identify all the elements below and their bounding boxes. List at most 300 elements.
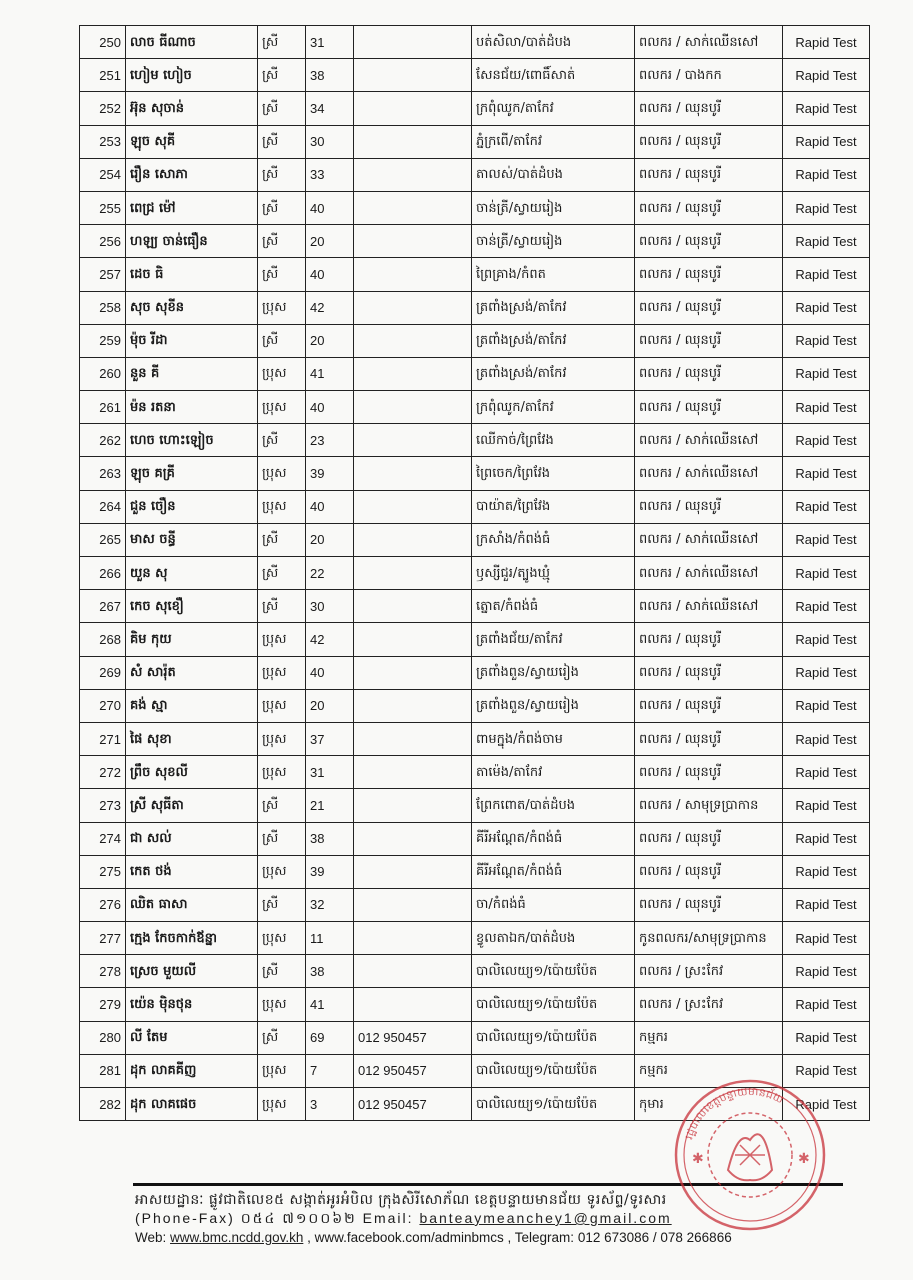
- age-cell: 40: [306, 490, 354, 523]
- table-row: [80, 656, 870, 689]
- test-type-cell: Rapid Test: [783, 756, 870, 789]
- occupation-location-cell: ពលករ / ឈុនបូរី: [635, 756, 783, 789]
- age-cell: 40: [306, 258, 354, 291]
- person-name-cell: យ៉េន ម៉ិនថុន: [126, 988, 258, 1021]
- age-cell: 38: [306, 822, 354, 855]
- age-cell: 20: [306, 689, 354, 722]
- occupation-location-cell: ពលករ / ឈុនបូរី: [635, 391, 783, 424]
- test-type-cell: Rapid Test: [783, 623, 870, 656]
- phone-number-cell: [354, 988, 472, 1021]
- home-address-cell: ពាមក្នុង/កំពង់ចាម: [472, 722, 635, 755]
- phone-number-cell: [354, 789, 472, 822]
- age-cell: 39: [306, 457, 354, 490]
- test-type-cell: Rapid Test: [783, 457, 870, 490]
- sex-cell: ស្រី: [258, 557, 306, 590]
- table-row: [80, 490, 870, 523]
- age-cell: 21: [306, 789, 354, 822]
- sex-cell: ប្រុស: [258, 855, 306, 888]
- table-row: [80, 158, 870, 191]
- home-address-cell: ចាន់ត្រី/ស្វាយរៀង: [472, 191, 635, 224]
- home-address-cell: បាលិលេយ្យ១/ប៉ោយប៉ែត: [472, 1021, 635, 1054]
- phone-number-cell: [354, 756, 472, 789]
- phone-number-cell: [354, 822, 472, 855]
- age-cell: 23: [306, 424, 354, 457]
- person-name-cell: មាស ចន្ធី: [126, 523, 258, 556]
- home-address-cell: បាលិលេយ្យ១/ប៉ោយប៉ែត: [472, 1088, 635, 1121]
- home-address-cell: ព្រៃគ្រាង/កំពត: [472, 258, 635, 291]
- occupation-location-cell: ពលករ / ឈុនបូរី: [635, 888, 783, 921]
- home-address-cell: ចាន់ត្រី/ស្វាយរៀង: [472, 225, 635, 258]
- table-row: [80, 457, 870, 490]
- table-row: [80, 557, 870, 590]
- person-name-cell: គង់ ស្មា: [126, 689, 258, 722]
- age-cell: 34: [306, 92, 354, 125]
- age-cell: 38: [306, 955, 354, 988]
- phone-number-cell: 012 950457: [354, 1088, 472, 1121]
- age-cell: 41: [306, 357, 354, 390]
- seal-star-icon: ✱: [798, 1151, 810, 1167]
- table-row: [80, 855, 870, 888]
- telegram-value: 012 673086 / 078 266866: [577, 1230, 732, 1245]
- sex-cell: ស្រី: [258, 92, 306, 125]
- person-name-cell: កេច សុខឿ: [126, 590, 258, 623]
- home-address-cell: បត់សិលា/បាត់ដំបង: [472, 26, 635, 59]
- phone-number-cell: [354, 922, 472, 955]
- table-row: [80, 225, 870, 258]
- row-number-cell: 261: [80, 391, 126, 424]
- occupation-location-cell: ពលករ / សាក់ឈើនសៅ: [635, 590, 783, 623]
- phone-number-cell: [354, 291, 472, 324]
- phone-number-cell: [354, 125, 472, 158]
- row-number-cell: 282: [80, 1088, 126, 1121]
- sex-cell: ស្រី: [258, 258, 306, 291]
- person-name-cell: ដុក លាគផេច: [126, 1088, 258, 1121]
- table-row: [80, 1021, 870, 1054]
- phone-number-cell: [354, 457, 472, 490]
- person-name-cell: យួន សុ: [126, 557, 258, 590]
- sex-cell: ស្រី: [258, 225, 306, 258]
- age-cell: 40: [306, 656, 354, 689]
- table-row: [80, 424, 870, 457]
- seal-emblem-icon: [728, 1134, 772, 1180]
- row-number-cell: 262: [80, 424, 126, 457]
- row-number-cell: 268: [80, 623, 126, 656]
- web-label: Web:: [135, 1230, 167, 1245]
- phone-number-cell: [354, 490, 472, 523]
- sex-cell: ប្រុស: [258, 988, 306, 1021]
- age-cell: 42: [306, 623, 354, 656]
- sex-cell: ស្រី: [258, 955, 306, 988]
- test-type-cell: Rapid Test: [783, 822, 870, 855]
- occupation-location-cell: ពលករ / ឈុនបូរី: [635, 258, 783, 291]
- test-type-cell: Rapid Test: [783, 557, 870, 590]
- row-number-cell: 269: [80, 656, 126, 689]
- person-name-cell: លី តែម: [126, 1021, 258, 1054]
- row-number-cell: 255: [80, 191, 126, 224]
- sex-cell: ប្រុស: [258, 656, 306, 689]
- person-name-cell: ហឡ្យ ចាន់ធឿន: [126, 225, 258, 258]
- age-cell: 20: [306, 324, 354, 357]
- sex-cell: ស្រី: [258, 26, 306, 59]
- phone-number-cell: [354, 357, 472, 390]
- table-row: [80, 922, 870, 955]
- table-row: [80, 59, 870, 92]
- person-name-cell: អ៊ុន សុចាន់: [126, 92, 258, 125]
- age-cell: 40: [306, 391, 354, 424]
- person-name-cell: ឡុច គគ្រី: [126, 457, 258, 490]
- footer-web: [135, 1230, 855, 1245]
- phone-number-cell: [354, 424, 472, 457]
- person-name-cell: ហៀម ហៀច: [126, 59, 258, 92]
- table-row: [80, 955, 870, 988]
- age-cell: 20: [306, 225, 354, 258]
- row-number-cell: 271: [80, 722, 126, 755]
- test-type-cell: Rapid Test: [783, 523, 870, 556]
- person-name-cell: ម៉ុច រីដា: [126, 324, 258, 357]
- occupation-location-cell: ពលករ / ឈុនបូរី: [635, 855, 783, 888]
- sex-cell: ស្រី: [258, 1021, 306, 1054]
- age-cell: 69: [306, 1021, 354, 1054]
- occupation-location-cell: ពលករ / សាមុទ្រប្រាកាន: [635, 789, 783, 822]
- sex-cell: ប្រុស: [258, 756, 306, 789]
- phone-number-cell: [354, 888, 472, 921]
- age-cell: 41: [306, 988, 354, 1021]
- occupation-location-cell: ពលករ / ឈុនបូរី: [635, 722, 783, 755]
- test-type-cell: Rapid Test: [783, 125, 870, 158]
- test-type-cell: Rapid Test: [783, 855, 870, 888]
- person-name-cell: លាច ធីណាច: [126, 26, 258, 59]
- occupation-location-cell: ពលករ / ឈុនបូរី: [635, 689, 783, 722]
- row-number-cell: 252: [80, 92, 126, 125]
- test-type-cell: Rapid Test: [783, 922, 870, 955]
- home-address-cell: ព្រៃចេក/ព្រៃវែង: [472, 457, 635, 490]
- person-name-cell: កេត ថង់: [126, 855, 258, 888]
- sex-cell: ប្រុស: [258, 689, 306, 722]
- table-row: [80, 722, 870, 755]
- website-link[interactable]: www.bmc.ncdd.gov.kh: [170, 1230, 304, 1245]
- phone-number-cell: [354, 225, 472, 258]
- person-name-cell: ដេច ធិ: [126, 258, 258, 291]
- age-cell: 30: [306, 125, 354, 158]
- sex-cell: ប្រុស: [258, 490, 306, 523]
- table-row: [80, 689, 870, 722]
- footer-contact: [135, 1209, 855, 1230]
- occupation-location-cell: ពលករ / សាក់ឈើនសៅ: [635, 457, 783, 490]
- person-name-cell: ឈិត ធាសា: [126, 888, 258, 921]
- test-type-cell: Rapid Test: [783, 225, 870, 258]
- test-type-cell: Rapid Test: [783, 357, 870, 390]
- test-type-cell: Rapid Test: [783, 291, 870, 324]
- occupation-location-cell: ពលករ / ឈុនបូរី: [635, 291, 783, 324]
- phone-number-cell: [354, 623, 472, 656]
- age-cell: 37: [306, 722, 354, 755]
- occupation-location-cell: ពលករ / បាងកក: [635, 59, 783, 92]
- row-number-cell: 263: [80, 457, 126, 490]
- home-address-cell: ព្រែកពោត/បាត់ដំបង: [472, 789, 635, 822]
- person-name-cell: ស្រី សុធីតា: [126, 789, 258, 822]
- occupation-location-cell: កុមារ: [635, 1088, 783, 1121]
- person-name-cell: ព្រឹច សុខលី: [126, 756, 258, 789]
- table-row: [80, 92, 870, 125]
- test-type-cell: Rapid Test: [783, 391, 870, 424]
- age-cell: 11: [306, 922, 354, 955]
- sex-cell: ស្រី: [258, 324, 306, 357]
- occupation-location-cell: កម្មករ: [635, 1054, 783, 1087]
- age-cell: 31: [306, 756, 354, 789]
- separator: ,: [507, 1230, 512, 1245]
- person-name-cell: ជា សល់: [126, 822, 258, 855]
- row-number-cell: 277: [80, 922, 126, 955]
- home-address-cell: គីរីអណ្តែត/កំពង់ធំ: [472, 855, 635, 888]
- home-address-cell: ត្រពាំងស្រង់/តាកែវ: [472, 324, 635, 357]
- table-row: [80, 26, 870, 59]
- age-cell: 33: [306, 158, 354, 191]
- test-type-cell: Rapid Test: [783, 59, 870, 92]
- test-type-cell: Rapid Test: [783, 92, 870, 125]
- person-name-cell: ក្មេង កែចកាក់ឪន្នា: [126, 922, 258, 955]
- seal-text: រដ្ឋបាលខេត្តបន្ទាយមានជ័យ: [682, 1084, 786, 1141]
- roster-body: [80, 26, 870, 1121]
- occupation-location-cell: ពលករ / ឈុនបូរី: [635, 158, 783, 191]
- home-address-cell: ភ្នំក្រពើ/តាកែវ: [472, 125, 635, 158]
- table-row: [80, 888, 870, 921]
- table-row: [80, 1088, 870, 1121]
- phone-number-cell: 012 950457: [354, 1021, 472, 1054]
- phone-number-cell: [354, 258, 472, 291]
- home-address-cell: ត្រពាំងស្រង់/តាកែវ: [472, 291, 635, 324]
- sex-cell: ស្រី: [258, 158, 306, 191]
- person-name-cell: ដុក លាគគីញ: [126, 1054, 258, 1087]
- sex-cell: ប្រុស: [258, 1088, 306, 1121]
- table-row: [80, 391, 870, 424]
- row-number-cell: 270: [80, 689, 126, 722]
- age-cell: 3: [306, 1088, 354, 1121]
- table-row: [80, 822, 870, 855]
- phone-number-cell: [354, 158, 472, 191]
- row-number-cell: 278: [80, 955, 126, 988]
- footer-address: [135, 1190, 855, 1211]
- home-address-cell: បាលិលេយ្យ១/ប៉ោយប៉ែត: [472, 988, 635, 1021]
- test-type-cell: Rapid Test: [783, 955, 870, 988]
- occupation-location-cell: ពលករ / ឈុនបូរី: [635, 623, 783, 656]
- person-name-cell: សុច សុខីន: [126, 291, 258, 324]
- sex-cell: ប្រុស: [258, 623, 306, 656]
- occupation-location-cell: ពលករ / ស្រះកែវ: [635, 988, 783, 1021]
- age-cell: 40: [306, 191, 354, 224]
- row-number-cell: 279: [80, 988, 126, 1021]
- table-row: [80, 756, 870, 789]
- row-number-cell: 256: [80, 225, 126, 258]
- seal-emblem-detail: [735, 1145, 765, 1165]
- sex-cell: ស្រី: [258, 125, 306, 158]
- person-name-cell: ឡុច សុគី: [126, 125, 258, 158]
- test-type-cell: Rapid Test: [783, 1088, 870, 1121]
- telegram-label: Telegram:: [514, 1230, 575, 1245]
- occupation-location-cell: ពលករ / ឈុនបូរី: [635, 125, 783, 158]
- occupation-location-cell: ពលករ / ឈុនបូរី: [635, 92, 783, 125]
- sex-cell: ប្រុស: [258, 922, 306, 955]
- age-cell: 20: [306, 523, 354, 556]
- occupation-location-cell: ពលករ / ឈុនបូរី: [635, 822, 783, 855]
- sex-cell: ប្រុស: [258, 457, 306, 490]
- sex-cell: ប្រុស: [258, 357, 306, 390]
- row-number-cell: 281: [80, 1054, 126, 1087]
- home-address-cell: ក្រពុំឈូក/តាកែវ: [472, 92, 635, 125]
- test-type-cell: Rapid Test: [783, 1021, 870, 1054]
- test-type-cell: Rapid Test: [783, 789, 870, 822]
- table-row: [80, 590, 870, 623]
- email-link[interactable]: banteaymeanchey1@gmail.com: [419, 1210, 672, 1226]
- sex-cell: ស្រី: [258, 523, 306, 556]
- person-name-cell: ម៉ន រតនា: [126, 391, 258, 424]
- home-address-cell: ឫស្សីជួរ/ត្បូងឃ្មុំ: [472, 557, 635, 590]
- sex-cell: ប្រុស: [258, 722, 306, 755]
- phone-number-cell: [354, 590, 472, 623]
- sex-cell: ស្រី: [258, 888, 306, 921]
- row-number-cell: 280: [80, 1021, 126, 1054]
- test-type-cell: Rapid Test: [783, 424, 870, 457]
- home-address-cell: ត្រពាំងស្រង់/តាកែវ: [472, 357, 635, 390]
- sex-cell: ស្រី: [258, 822, 306, 855]
- home-address-cell: ក្រសាំង/កំពង់ធំ: [472, 523, 635, 556]
- roster-table: [79, 25, 870, 1121]
- table-row: [80, 357, 870, 390]
- age-cell: 7: [306, 1054, 354, 1087]
- age-cell: 22: [306, 557, 354, 590]
- row-number-cell: 273: [80, 789, 126, 822]
- row-number-cell: 251: [80, 59, 126, 92]
- row-number-cell: 265: [80, 523, 126, 556]
- test-type-cell: Rapid Test: [783, 590, 870, 623]
- phone-number-cell: [354, 955, 472, 988]
- home-address-cell: តាម៉េង/តាកែវ: [472, 756, 635, 789]
- age-cell: 30: [306, 590, 354, 623]
- phone-number-cell: [354, 722, 472, 755]
- test-type-cell: Rapid Test: [783, 689, 870, 722]
- person-name-cell: រឿន សោភា: [126, 158, 258, 191]
- phone-number-cell: [354, 391, 472, 424]
- table-row: [80, 523, 870, 556]
- occupation-location-cell: ពលករ / ឈុនបូរី: [635, 357, 783, 390]
- row-number-cell: 254: [80, 158, 126, 191]
- phone-number-cell: [354, 656, 472, 689]
- phone-number-cell: [354, 59, 472, 92]
- home-address-cell: ត្រពាំងពួន/ស្វាយរៀង: [472, 656, 635, 689]
- table-row: [80, 988, 870, 1021]
- row-number-cell: 267: [80, 590, 126, 623]
- separator: ,: [307, 1230, 311, 1245]
- occupation-location-cell: កូនពលករ/សាមុទ្រប្រាកាន: [635, 922, 783, 955]
- row-number-cell: 253: [80, 125, 126, 158]
- occupation-location-cell: ពលករ / ឈុនបូរី: [635, 191, 783, 224]
- person-name-cell: ផៃ សុខា: [126, 722, 258, 755]
- occupation-location-cell: ពលករ / សាក់ឈើនសៅ: [635, 523, 783, 556]
- row-number-cell: 266: [80, 557, 126, 590]
- occupation-location-cell: ពលករ / ឈុនបូរី: [635, 225, 783, 258]
- home-address-cell: គីរីអណ្តែត/កំពង់ធំ: [472, 822, 635, 855]
- sex-cell: ស្រី: [258, 590, 306, 623]
- home-address-cell: ត្រពាំងពួន/ស្វាយរៀង: [472, 689, 635, 722]
- test-type-cell: Rapid Test: [783, 1054, 870, 1087]
- home-address-cell: ក្រពុំឈូក/តាកែវ: [472, 391, 635, 424]
- home-address-cell: បាលិលេយ្យ១/ប៉ោយប៉ែត: [472, 955, 635, 988]
- occupation-location-cell: ពលករ / សាក់ឈើនសៅ: [635, 424, 783, 457]
- home-address-cell: ខ្វូលតាឯក/បាត់ដំបង: [472, 922, 635, 955]
- test-type-cell: Rapid Test: [783, 324, 870, 357]
- test-type-cell: Rapid Test: [783, 490, 870, 523]
- age-cell: 31: [306, 26, 354, 59]
- age-cell: 38: [306, 59, 354, 92]
- row-number-cell: 259: [80, 324, 126, 357]
- phone-number-cell: 012 950457: [354, 1054, 472, 1087]
- phone-fax-label: (Phone-Fax): [135, 1210, 235, 1226]
- person-name-cell: គិម កុយ: [126, 623, 258, 656]
- test-type-cell: Rapid Test: [783, 26, 870, 59]
- facebook-link[interactable]: www.facebook.com/adminbmcs: [314, 1230, 504, 1245]
- home-address-cell: ចា/កំពង់ធំ: [472, 888, 635, 921]
- phone-number-cell: [354, 523, 472, 556]
- table-row: [80, 258, 870, 291]
- test-type-cell: Rapid Test: [783, 656, 870, 689]
- table-row: [80, 191, 870, 224]
- phone-fax-value: ០៥៤ ៧១០០៦២: [240, 1210, 357, 1226]
- person-name-cell: សំ សារ៉ុត: [126, 656, 258, 689]
- row-number-cell: 257: [80, 258, 126, 291]
- occupation-location-cell: ពលករ / សាក់ឈើនសៅ: [635, 557, 783, 590]
- home-address-cell: បាយ៉ាត/ព្រៃវែង: [472, 490, 635, 523]
- person-name-cell: ហេច ហោះឡៀច: [126, 424, 258, 457]
- test-type-cell: Rapid Test: [783, 722, 870, 755]
- phone-number-cell: [354, 324, 472, 357]
- occupation-location-cell: ពលករ / ឈុនបូរី: [635, 656, 783, 689]
- occupation-location-cell: ពលករ / ឈុនបូរី: [635, 490, 783, 523]
- home-address-cell: ត្រពាំងជ័យ/តាកែវ: [472, 623, 635, 656]
- test-type-cell: Rapid Test: [783, 258, 870, 291]
- phone-number-cell: [354, 92, 472, 125]
- home-address-cell: តាលស់/បាត់ដំបង: [472, 158, 635, 191]
- table-row: [80, 324, 870, 357]
- row-number-cell: 260: [80, 357, 126, 390]
- sex-cell: ស្រី: [258, 191, 306, 224]
- person-name-cell: នួន គី: [126, 357, 258, 390]
- phone-number-cell: [354, 689, 472, 722]
- occupation-location-cell: ពលករ / ស្រះកែវ: [635, 955, 783, 988]
- home-address-cell: ឈើកាច់/ព្រៃវែង: [472, 424, 635, 457]
- sex-cell: ស្រី: [258, 789, 306, 822]
- test-type-cell: Rapid Test: [783, 888, 870, 921]
- table-row: [80, 125, 870, 158]
- home-address-cell: បាលិលេយ្យ១/ប៉ោយប៉ែត: [472, 1054, 635, 1087]
- age-cell: 42: [306, 291, 354, 324]
- phone-number-cell: [354, 26, 472, 59]
- phone-number-cell: [354, 855, 472, 888]
- occupation-location-cell: ពលករ / ឈុនបូរី: [635, 324, 783, 357]
- test-type-cell: Rapid Test: [783, 158, 870, 191]
- person-name-cell: ជួន ចឿន: [126, 490, 258, 523]
- footer-divider: [133, 1183, 843, 1186]
- table-row: [80, 789, 870, 822]
- table-row: [80, 1054, 870, 1087]
- row-number-cell: 250: [80, 26, 126, 59]
- sex-cell: ស្រី: [258, 59, 306, 92]
- seal-star-icon: ✱: [692, 1151, 704, 1167]
- email-label: Email:: [362, 1210, 414, 1226]
- occupation-location-cell: កម្មករ: [635, 1021, 783, 1054]
- age-cell: 39: [306, 855, 354, 888]
- row-number-cell: 264: [80, 490, 126, 523]
- row-number-cell: 258: [80, 291, 126, 324]
- home-address-cell: ត្នោត/កំពង់ធំ: [472, 590, 635, 623]
